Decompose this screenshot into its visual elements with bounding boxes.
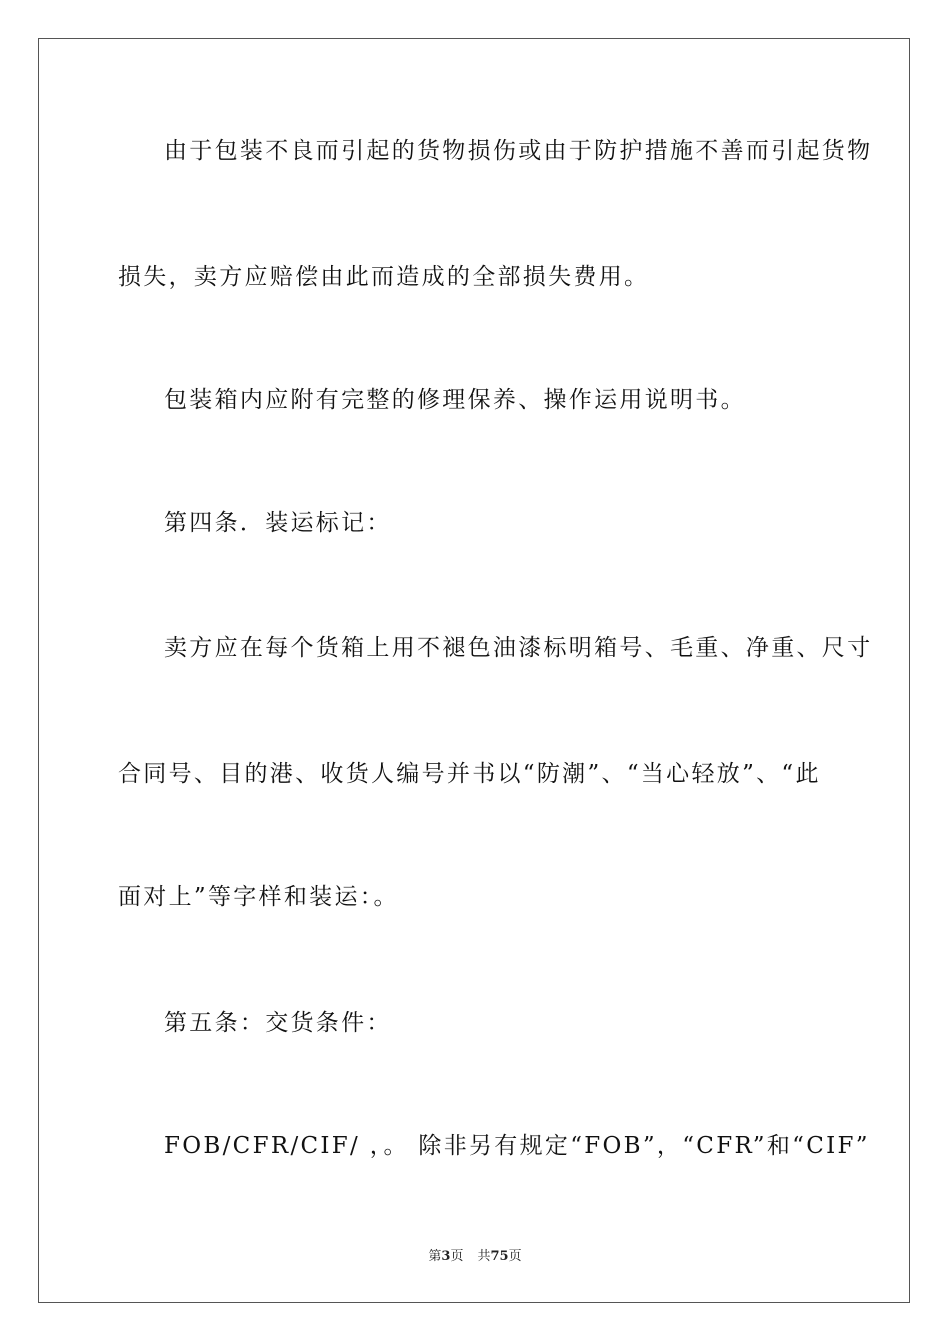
text-line-9: FOB/CFR/CIF/ ，。 除非另有规定“FOB”，“CFR”和“CIF” [164, 1133, 870, 1159]
text-line-1: 由于包装不良而引起的货物损伤或由于防护措施不善而引起货物 [164, 138, 873, 164]
text-line-7: 面对上”等字样和装运：。 [118, 884, 399, 910]
total-suffix: 页 [508, 1249, 522, 1264]
total-pages: 75 [490, 1249, 509, 1264]
text-line-6: 合同号、目的港、收货人编号并书以“防潮”、“当心轻放”、“此 [118, 761, 821, 787]
page-prefix: 第 [428, 1249, 442, 1264]
total-prefix: 共 [477, 1249, 491, 1264]
section-heading-4: 第四条．装运标记： [164, 510, 392, 536]
page-border [38, 38, 910, 1303]
section-heading-5: 第五条：交货条件： [164, 1010, 392, 1036]
page-number: 3 [441, 1249, 451, 1264]
text-line-5: 卖方应在每个货箱上用不褪色油漆标明箱号、毛重、净重、尺寸 [164, 635, 873, 661]
text-line-2: 损失，卖方应赔偿由此而造成的全部损失费用。 [118, 264, 650, 290]
text-line-3: 包装箱内应附有完整的修理保养、操作运用说明书。 [164, 387, 746, 413]
page-suffix: 页 [450, 1249, 464, 1264]
page-footer [0, 1248, 950, 1266]
